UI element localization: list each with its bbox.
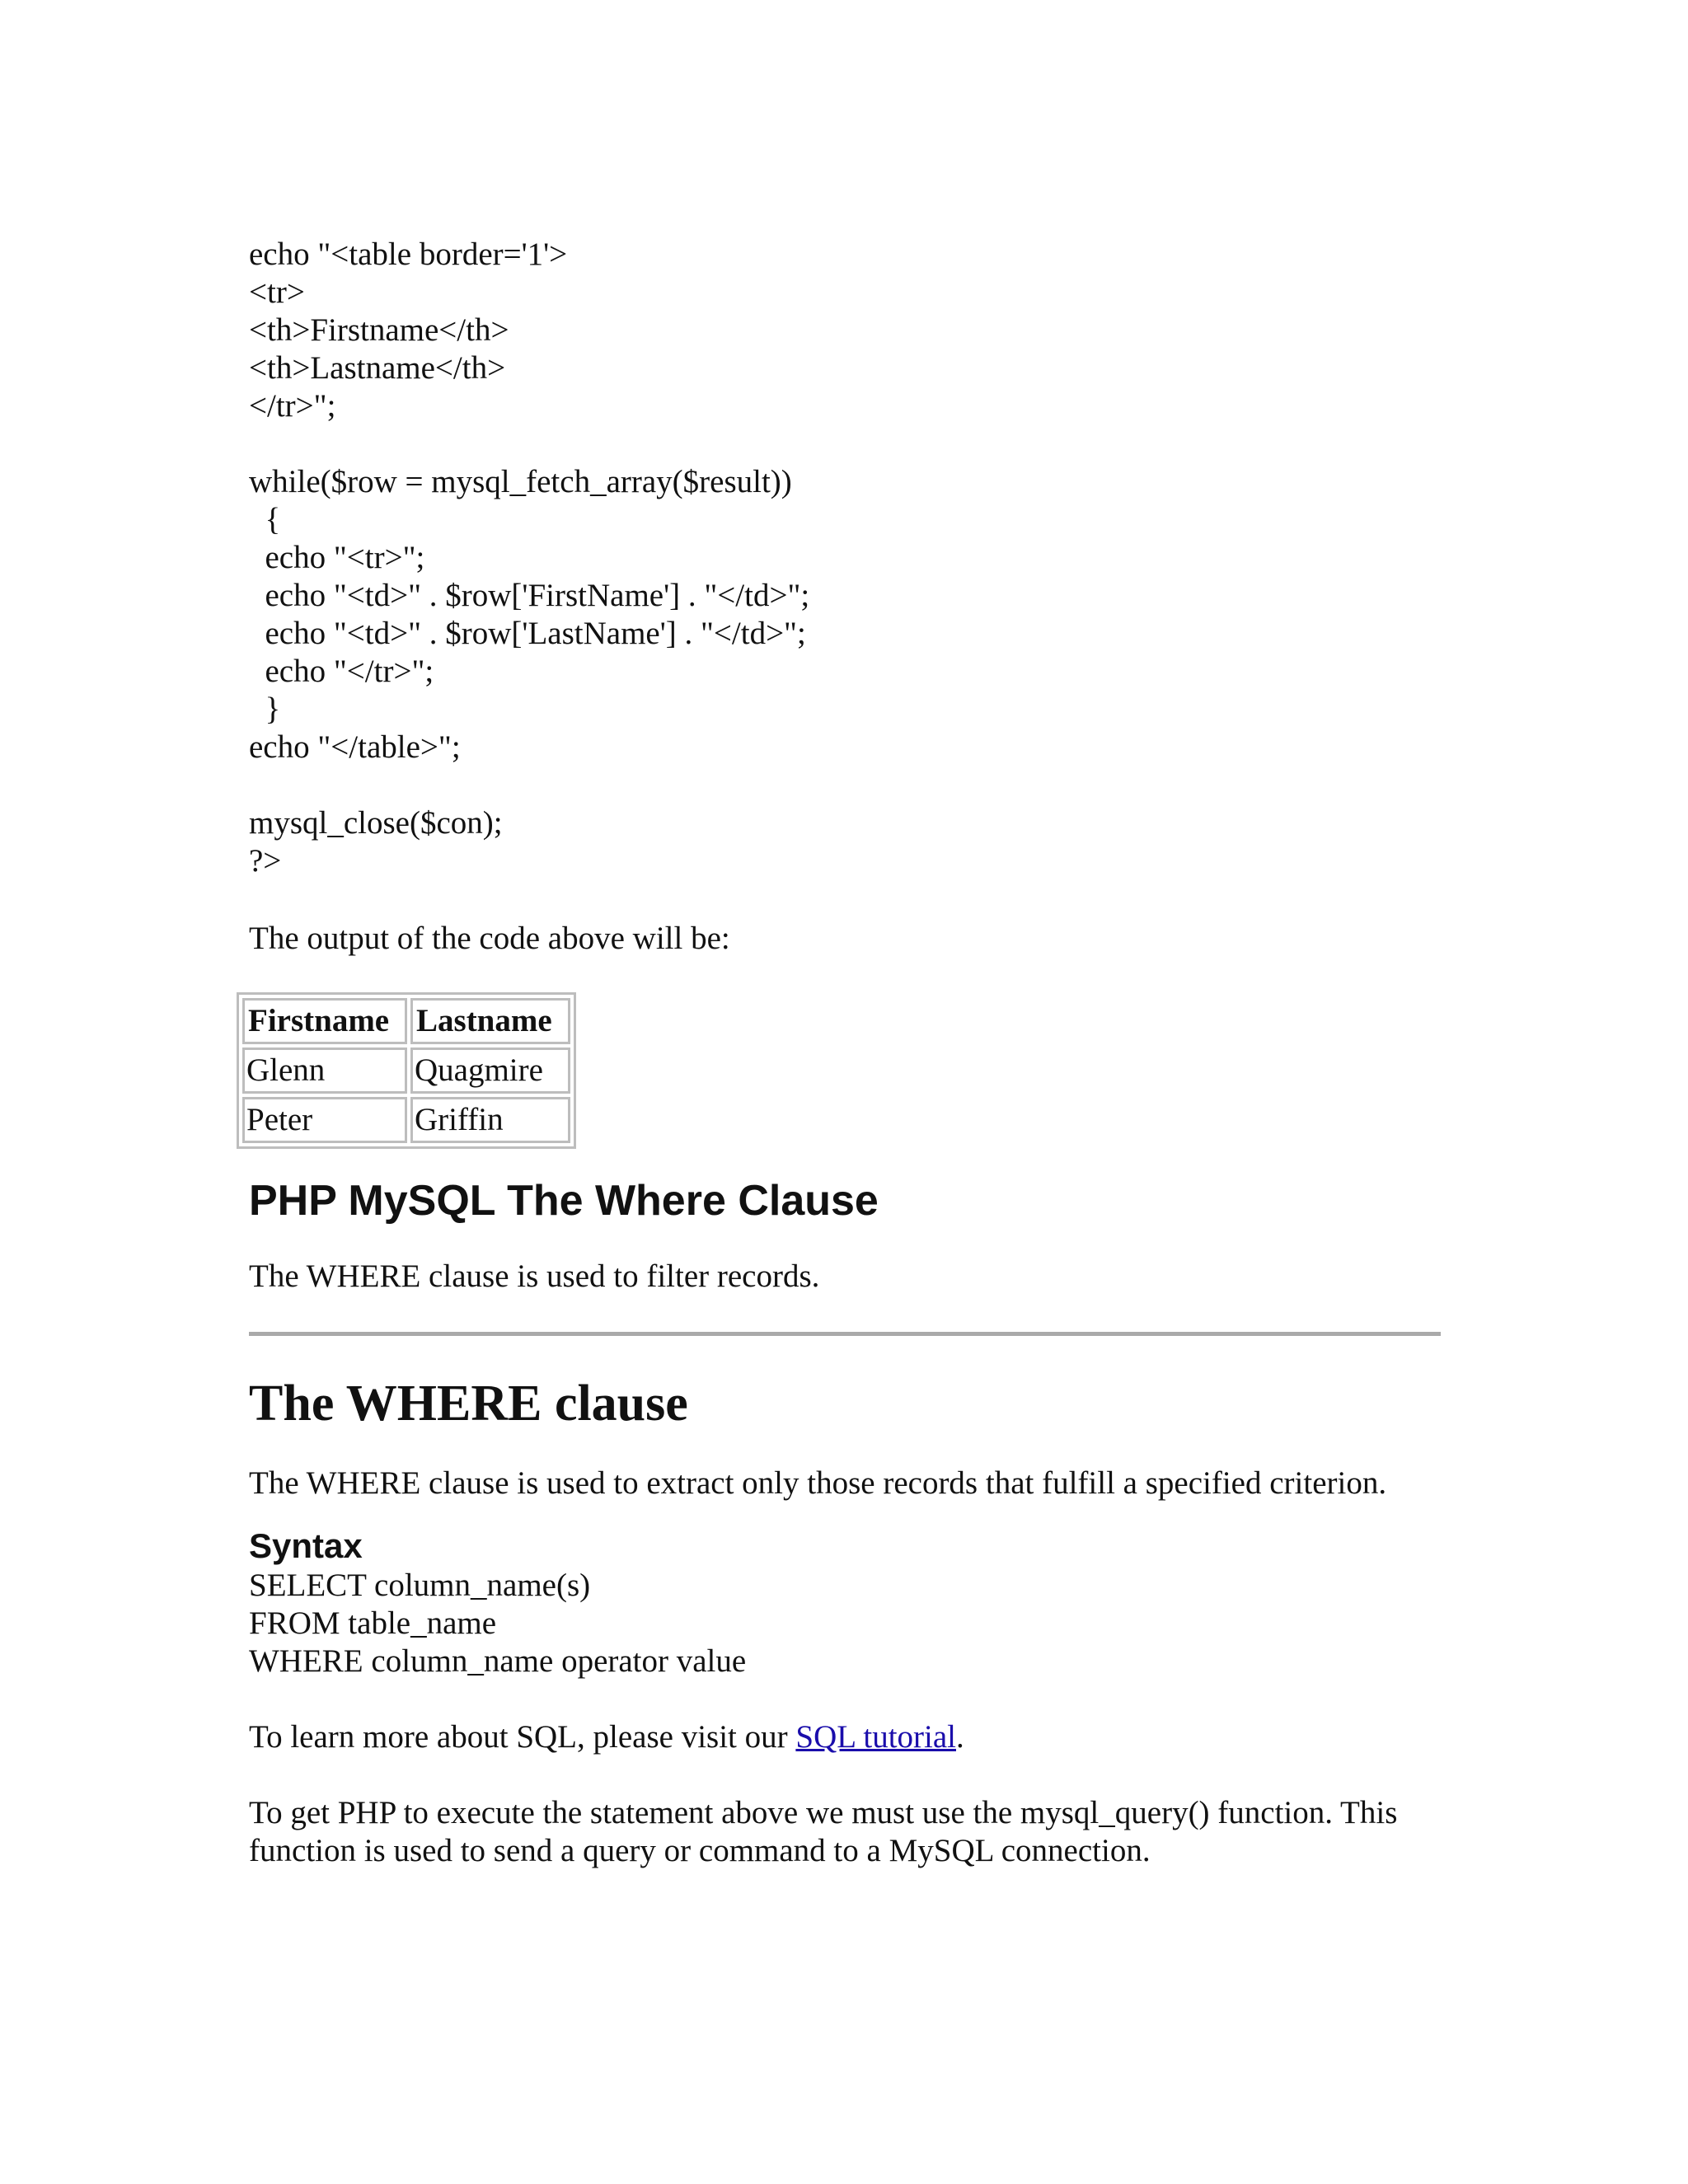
table-row — [242, 1047, 570, 1094]
section-heading: PHP MySQL The Where Clause — [249, 1177, 879, 1225]
learn-more-suffix: . — [956, 1719, 964, 1755]
php-code-block — [249, 236, 1441, 880]
section-intro-text: The WHERE clause is used to filter records. — [249, 1258, 820, 1294]
code-line: echo "<tr>"; — [249, 540, 425, 575]
table-header-cell: Lastname — [410, 998, 570, 1044]
table-header-cell: Firstname — [242, 998, 407, 1044]
code-line: mysql_close($con); — [249, 805, 503, 841]
code-line: echo "<td>" . $row['LastName'] . "</td>"; — [249, 616, 806, 651]
syntax-line: FROM table_name — [249, 1605, 497, 1641]
code-line: <th>Firstname</th> — [249, 312, 509, 348]
syntax-block — [249, 1567, 1441, 1680]
table-row — [242, 1097, 570, 1143]
syntax-line: WHERE column_name operator value — [249, 1643, 747, 1679]
output-table — [237, 992, 576, 1149]
code-line: <th>Lastname</th> — [249, 350, 506, 386]
output-intro-text: The output of the code above will be: — [249, 921, 730, 956]
table-cell: Griffin — [410, 1097, 570, 1143]
code-line: ?> — [249, 843, 282, 879]
where-clause-heading: The WHERE clause — [249, 1376, 688, 1432]
table-cell: Glenn — [242, 1047, 407, 1094]
learn-more-text — [249, 1718, 1441, 1756]
php-execute-text: To get PHP to execute the statement above we must use the mysql_query() function. This function is used to send a query or command to a MySQL connection. — [249, 1795, 1398, 1868]
where-clause-description: The WHERE clause is used to extract only those records that fulfill a specified criterion. — [249, 1465, 1387, 1501]
code-line: { — [249, 502, 281, 537]
syntax-line: SELECT column_name(s) — [249, 1568, 591, 1603]
code-line: </tr>"; — [249, 388, 336, 424]
code-line: <tr> — [249, 274, 305, 310]
code-line: } — [249, 691, 281, 727]
code-line: echo "<table border='1'> — [249, 237, 568, 272]
table-cell: Peter — [242, 1097, 407, 1143]
learn-more-prefix: To learn more about SQL, please visit our — [249, 1719, 796, 1755]
document-page — [246, 236, 1441, 1870]
code-line: while($row = mysql_fetch_array($result)) — [249, 464, 792, 499]
table-cell: Quagmire — [410, 1047, 570, 1094]
table-header-row — [242, 998, 570, 1044]
code-line: echo "<td>" . $row['FirstName'] . "</td>"; — [249, 578, 810, 613]
sql-tutorial-link[interactable]: SQL tutorial — [795, 1719, 956, 1755]
code-line: echo "</tr>"; — [249, 654, 434, 689]
code-line: echo "</table>"; — [249, 729, 461, 765]
syntax-heading: Syntax — [249, 1526, 363, 1565]
